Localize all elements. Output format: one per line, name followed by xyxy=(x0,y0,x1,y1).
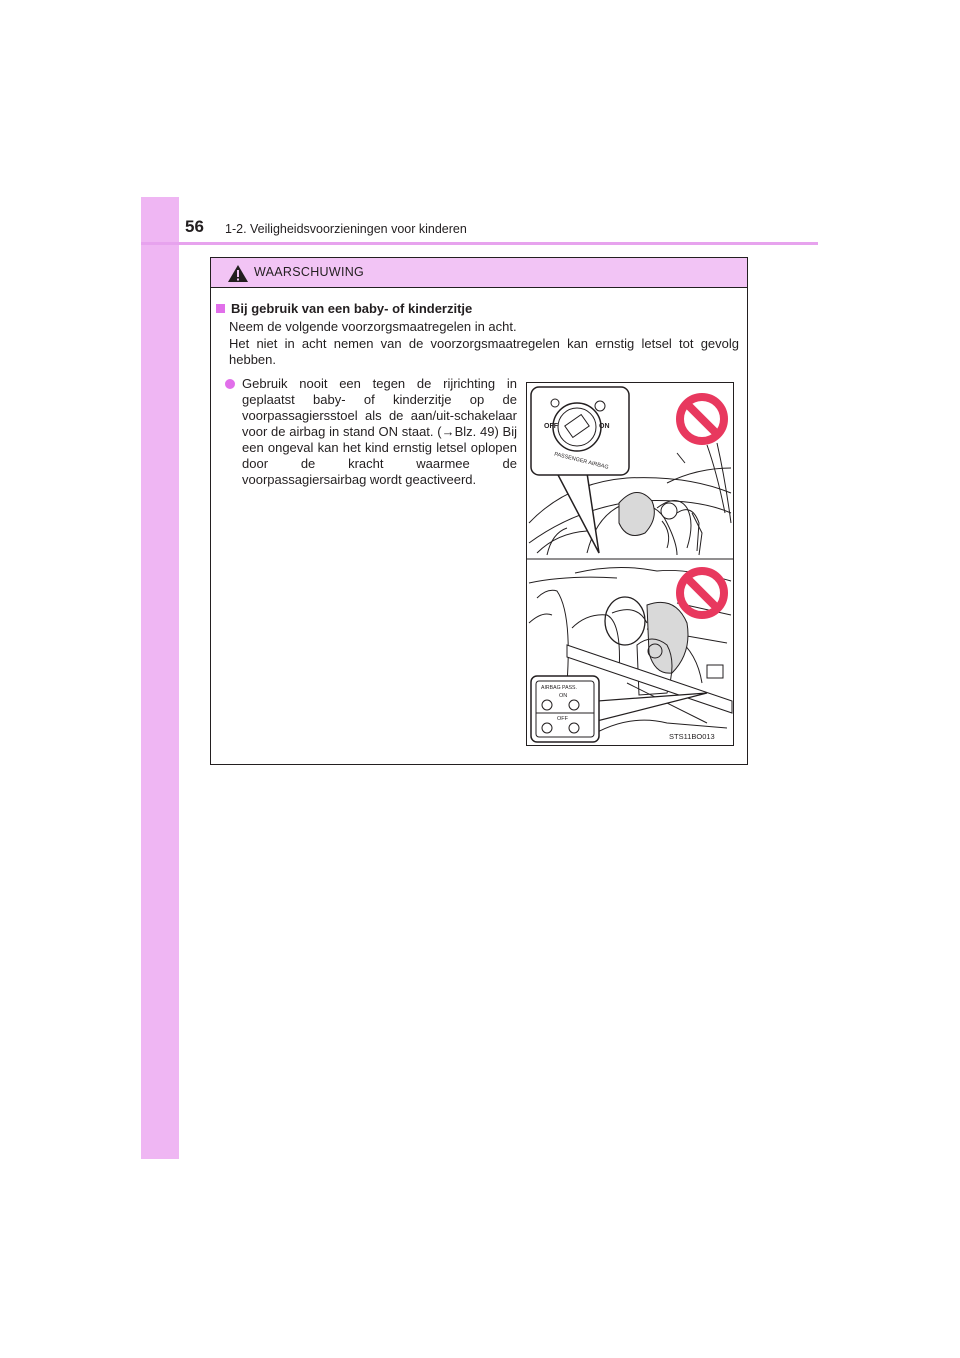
warning-box xyxy=(210,257,748,765)
switch-caption: PASSENGER AIRBAG xyxy=(553,451,610,471)
indicator-title: AIRBAG PASS. xyxy=(541,685,577,691)
warning-triangle-icon xyxy=(227,264,249,283)
square-bullet-icon xyxy=(216,304,225,313)
warning-label: WAARSCHUWING xyxy=(254,265,365,279)
header-rule xyxy=(141,242,818,245)
figure-code: STS11BO013 xyxy=(669,732,715,741)
indicator-off-label: OFF xyxy=(557,716,568,722)
warning-bullet xyxy=(225,376,517,488)
section-title: 1-2. Veiligheidsvoorzieningen voor kinderen xyxy=(225,222,467,236)
bullet-text: Gebruik nooit een tegen de rijrichting in geplaatst baby- of kinderzitje op de voorpassagiersstoel als de aan/uit-schakelaar voor de airbag in stand ON staat. (→Blz. 49) Bij een ongeval kan het kind ernstig letsel oplopen door de kracht waarmee de voorpassagiersairbag wordt geactiveerd. xyxy=(242,376,517,487)
warning-header xyxy=(211,258,747,288)
warning-paragraph-1: Neem de volgende voorzorgsmaatregelen in acht. xyxy=(229,319,517,334)
warning-subheading xyxy=(216,301,472,316)
prohibition-sign-top xyxy=(680,397,724,441)
illustration-drawing xyxy=(527,383,733,745)
side-tab-bar xyxy=(141,197,179,1159)
subheading-text: Bij gebruik van een baby- of kinderzitje xyxy=(231,301,473,316)
switch-on-label: ON xyxy=(599,423,610,430)
switch-off-label: OFF xyxy=(544,423,558,430)
airbag-illustration xyxy=(526,382,734,746)
warning-paragraph-2: Het niet in acht nemen van de voorzorgsmaatregelen kan ernstig letsel tot gevolg hebben. xyxy=(229,336,739,367)
page-number: 56 xyxy=(185,217,204,236)
circle-bullet-icon xyxy=(225,379,235,389)
indicator-on-label: ON xyxy=(559,693,568,699)
